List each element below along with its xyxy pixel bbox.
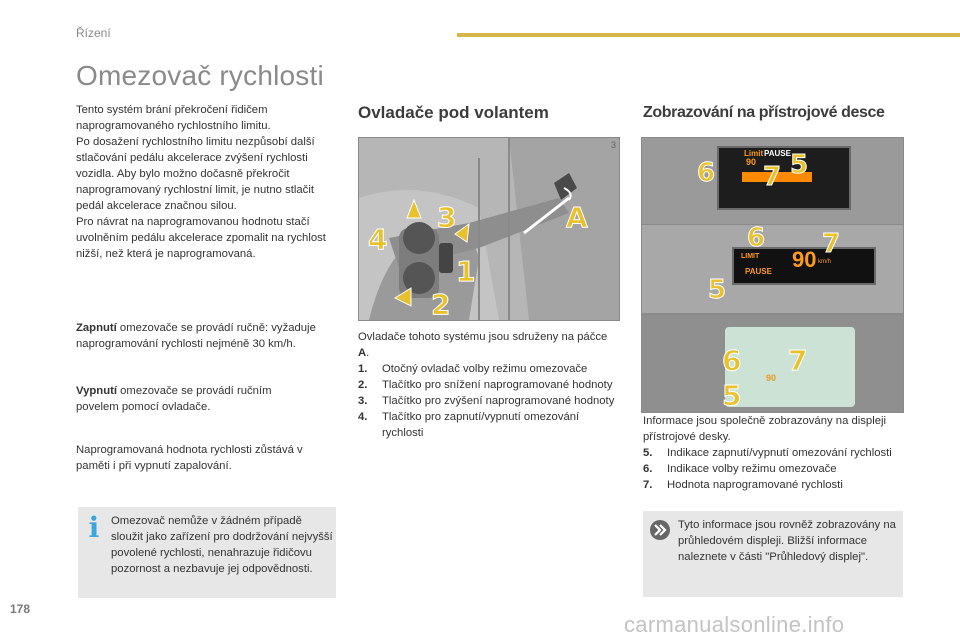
display-description: Informace jsou společně zobrazovány na displeji přístrojové desky. — [643, 415, 887, 443]
item-number: 2. — [358, 379, 368, 391]
pause-indicator-2: PAUSE — [745, 267, 772, 276]
info-icon: i — [88, 511, 100, 544]
section-label: Řízení — [76, 26, 111, 40]
item-text: Indikace zapnutí/vypnutí omezování rychlosti — [667, 447, 892, 459]
item-text: Hodnota naprogramované rychlosti — [667, 479, 843, 491]
display-list — [643, 445, 893, 493]
limit-indicator-1: Limit — [744, 149, 764, 158]
list-item — [358, 409, 620, 441]
callout-4: 4 — [368, 223, 388, 256]
item-text: Indikace volby režimu omezovače — [667, 463, 837, 475]
callout-7: 7 — [763, 162, 782, 192]
item-number: 5. — [643, 447, 653, 459]
note-arrow-icon — [649, 519, 671, 541]
off-text: omezovače se provádí ručním povelem pomocí ovladače. — [76, 385, 272, 413]
callout-5: 5 — [790, 150, 809, 180]
list-item — [643, 461, 893, 477]
speed-unit-2: km/h — [818, 259, 832, 265]
item-number: 1. — [358, 363, 368, 375]
limit-indicator-2: LIMIT — [741, 253, 760, 260]
item-number: 4. — [358, 411, 368, 423]
display-figure-3 — [641, 314, 904, 413]
callout-3: 3 — [437, 201, 457, 234]
speed-value-2: 90 — [792, 247, 817, 272]
warning-text: Omezovač nemůže v žádném případě sloužit jako zařízení pro dodržování nejvyšší povolené rychlosti, nenahrazuje řidičovu pozornost a nezbavuje jej odpovědnosti. — [111, 515, 333, 575]
callout-2: 2 — [431, 288, 451, 321]
display-heading: Zobrazování na přístrojové desce — [643, 104, 885, 121]
callout-5: 5 — [708, 275, 727, 305]
note-text: Tyto informace jsou rovněž zobrazovány na průhledovém displeji. Bližší informace naleznete v části "Průhledový displej". — [678, 519, 896, 563]
memory-text: Naprogramovaná hodnota rychlosti zůstává v paměti i při vypnutí zapalování. — [76, 444, 303, 472]
list-item — [643, 445, 893, 461]
callout-5: 5 — [722, 379, 742, 412]
controls-list — [358, 361, 620, 441]
list-item — [643, 477, 893, 493]
item-text: Otočný ovladač volby režimu omezovače — [382, 363, 588, 375]
note-box — [643, 511, 903, 597]
controls-desc-text: Ovladače tohoto systému jsou sdruženy na páčce — [358, 331, 608, 343]
item-number: 7. — [643, 479, 653, 491]
speed-value-1: 90 — [746, 157, 757, 167]
warning-box — [78, 507, 336, 598]
steering-controls-figure — [358, 137, 620, 321]
list-item — [358, 377, 620, 393]
callout-6: 6 — [747, 224, 766, 253]
intro-text: Tento systém brání překročení řidičem naprogramovaného rychlostního limitu. Po dosažení rychlostního limitu nezpůsobí další stlačování pedálu akcelerace zvýšení rychlosti vozidla. Aby bylo možno dočasně překročit naprogramovaný rychlostní limit, je nutno stlačit pedál akcelerace značnou silou. Pro návrat na naprogramovanou hodnotu stačí uvolněním pedálu akcelerace zpomalit na rychlost nižší, než která je naprogramovaná. — [76, 104, 326, 260]
page-number: 178 — [10, 602, 31, 616]
controls-description — [358, 329, 620, 361]
on-text: omezovače se provádí ručně: vyžaduje naprogramování rychlosti nejméně 30 km/h. — [76, 322, 316, 350]
callout-1: 1 — [456, 255, 476, 288]
display-figure-2 — [641, 224, 904, 314]
off-label: Vypnutí — [76, 385, 118, 397]
controls-desc-end: . — [366, 347, 370, 359]
callout-7: 7 — [788, 344, 808, 377]
item-number: 3. — [358, 395, 368, 407]
off-paragraph — [76, 383, 316, 415]
callout-6: 6 — [722, 344, 742, 377]
watermark: carmanualsonline.info — [624, 612, 845, 637]
list-item — [358, 361, 620, 377]
controls-heading: Ovladače pod volantem — [358, 103, 549, 122]
callout-7: 7 — [822, 229, 841, 259]
item-text: Tlačítko pro zvýšení naprogramované hodnoty — [382, 395, 615, 407]
on-label: Zapnutí — [76, 322, 117, 334]
list-item — [358, 393, 620, 409]
page-title: Omezovač rychlosti — [76, 60, 324, 91]
controls-desc-letter: A — [358, 347, 367, 359]
item-number: 6. — [643, 463, 653, 475]
callout-A: A — [566, 201, 588, 234]
callout-6: 6 — [697, 158, 716, 188]
display-figure-1 — [641, 137, 904, 225]
figure-mark: 3 — [611, 140, 617, 150]
header-rule — [457, 33, 960, 37]
pause-indicator-1: PAUSE — [764, 149, 791, 158]
on-paragraph — [76, 320, 334, 352]
item-text: Tlačítko pro zapnutí/vypnutí omezování rychlosti — [382, 411, 580, 439]
item-text: Tlačítko pro snížení naprogramované hodnoty — [382, 379, 613, 391]
speed-value-3: 90 — [766, 373, 777, 383]
